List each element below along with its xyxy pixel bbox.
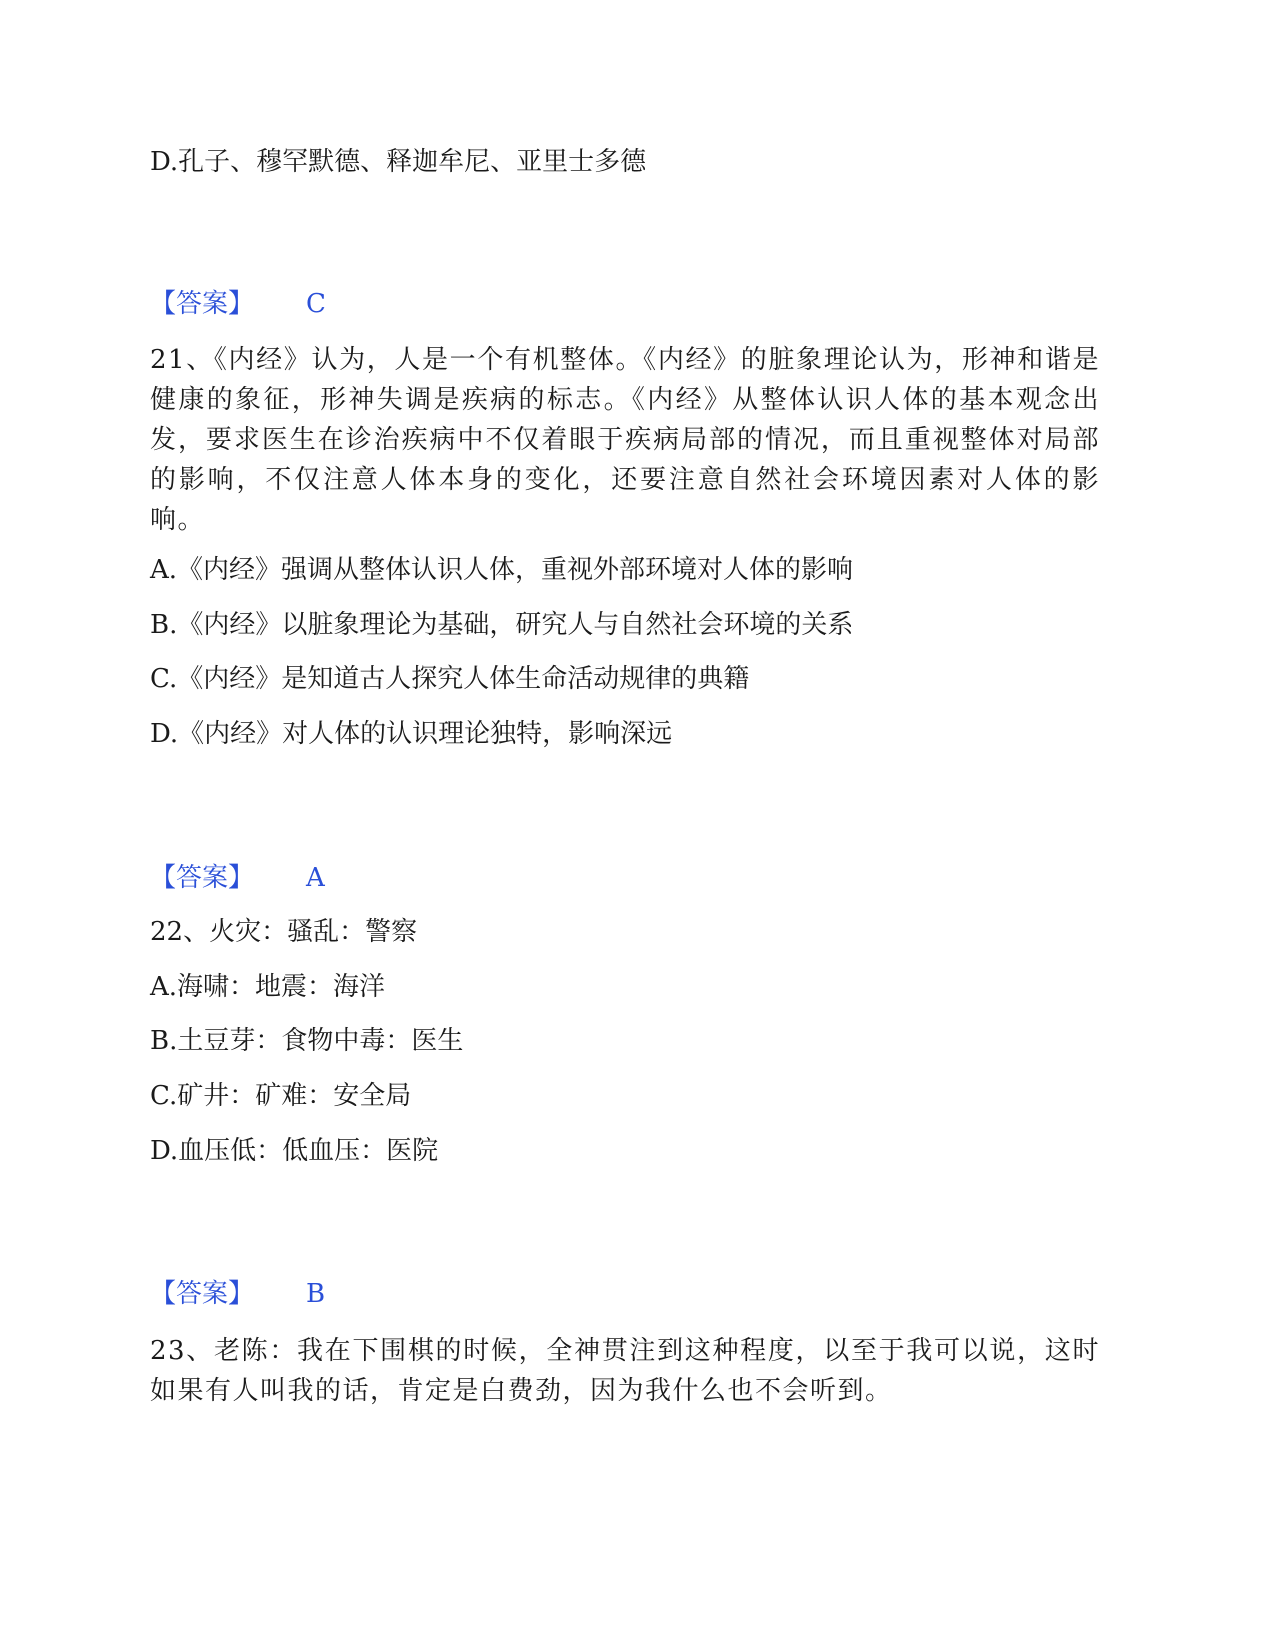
- answer-20: [150, 286, 326, 322]
- question-23-stem: 23、老陈：我在下围棋的时候，全神贯注到这种程度，以至于我可以说，这时如果有人叫我的话，肯定是白费劲，因为我什么也不会听到。: [150, 1336, 1100, 1406]
- answer-22: [150, 1276, 325, 1312]
- answer-label: 【答案】: [150, 863, 255, 893]
- answer-21: [150, 860, 325, 896]
- question-21-stem: 21、《内经》认为，人是一个有机整体。《内经》的脏象理论认为，形神和谐是健康的象征，形神失调是疾病的标志。《内经》从整体认识人体的基本观念出发，要求医生在诊治疾病中不仅着眼于疾病局部的情况，而且重视整体对局部的影响，不仅注意人体本身的变化，还要注意自然社会环境因素对人体的影响。: [150, 345, 1100, 535]
- question-22-option-b: B.土豆芽：食物中毒：医生: [150, 1026, 464, 1056]
- question-21-option-c: C.《内经》是知道古人探究人体生命活动规律的典籍: [150, 664, 750, 694]
- answer-label: 【答案】: [150, 1279, 255, 1309]
- answer-value: C: [306, 289, 326, 319]
- question-21-option-d: D.《内经》对人体的认识理论独特，影响深远: [150, 719, 673, 749]
- question-22-option-a: A.海啸：地震：海洋: [150, 972, 386, 1002]
- answer-value: B: [306, 1279, 326, 1309]
- question-21-option-a: A.《内经》强调从整体认识人体，重视外部环境对人体的影响: [150, 555, 854, 585]
- question-22-stem: 22、火灾：骚乱：警察: [150, 917, 418, 947]
- question-21-option-b: B.《内经》以脏象理论为基础，研究人与自然社会环境的关系: [150, 610, 854, 640]
- previous-option-d: D.孔子、穆罕默德、释迦牟尼、亚里士多德: [150, 147, 647, 177]
- question-22-option-c: C.矿井：矿难：安全局: [150, 1081, 412, 1111]
- question-22-option-d: D.血压低：低血压：医院: [150, 1136, 439, 1166]
- answer-label: 【答案】: [150, 289, 255, 319]
- answer-value: A: [306, 863, 325, 893]
